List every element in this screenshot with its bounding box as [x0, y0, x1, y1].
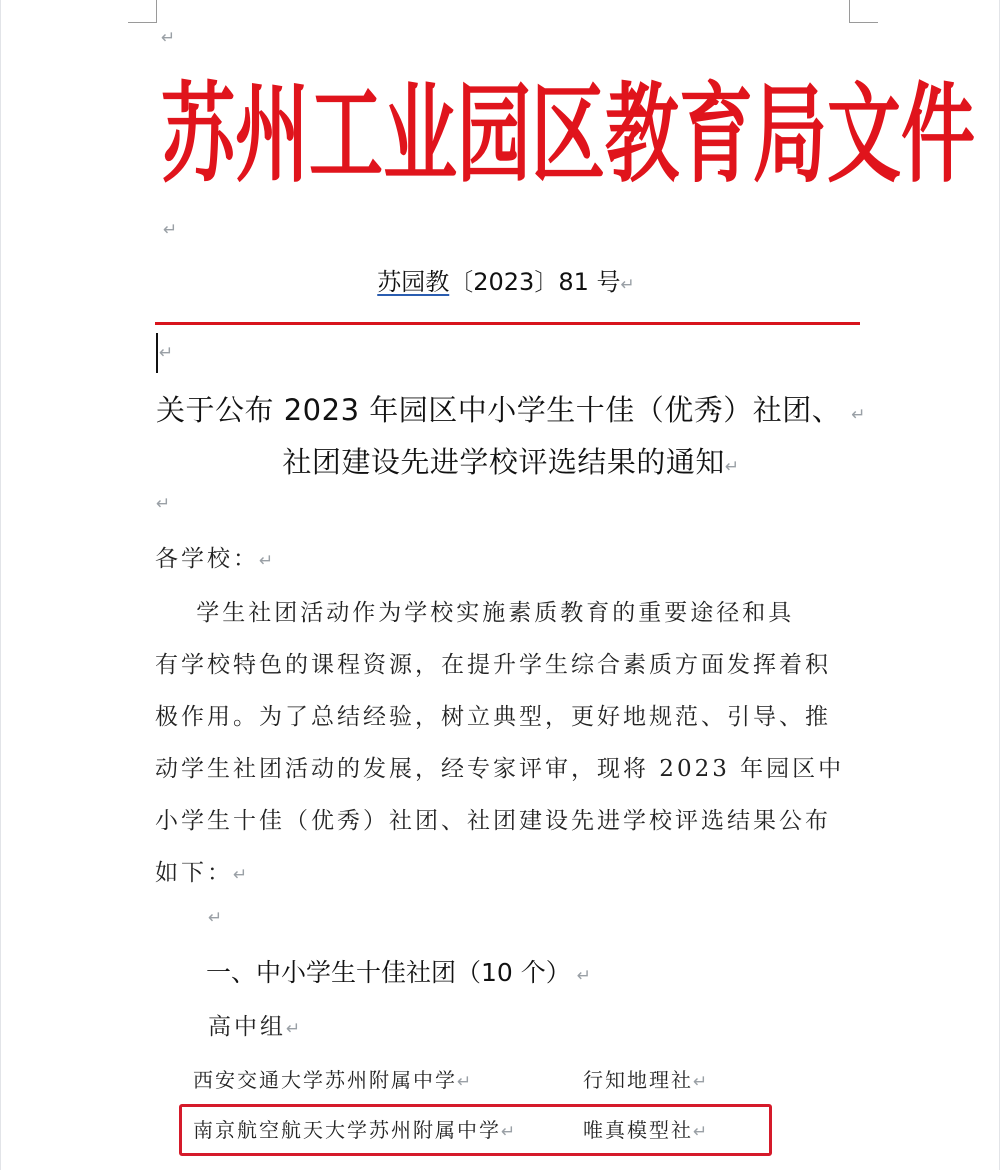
paragraph-mark: ↵ — [693, 1072, 710, 1092]
header-char: 文 — [827, 72, 901, 198]
school-name: 南京航空航天大学苏州附属中学↵ — [193, 1118, 518, 1142]
paragraph-mark: ↵ — [576, 966, 592, 986]
paragraph-mark: ↵ — [851, 405, 866, 425]
paragraph-mark: ↵ — [501, 1122, 518, 1142]
header-char: 工 — [309, 72, 383, 198]
document-number — [1, 262, 1000, 297]
paragraph-mark: ↵ — [724, 457, 740, 477]
header-char: 件 — [901, 72, 975, 198]
table-row — [1, 1058, 1000, 1098]
header-char: 业 — [383, 72, 457, 198]
paragraph-mark: ↵ — [286, 1019, 304, 1039]
paragraph-mark: ↵ — [693, 1122, 710, 1142]
body-paragraph-line: 小学生十佳（优秀）社团、社团建设先进学校评选结果公布 — [155, 808, 831, 834]
club-name: 行知地理社↵ — [583, 1068, 710, 1092]
issuer-header — [161, 70, 975, 200]
header-char: 州 — [235, 72, 309, 198]
body-paragraph-line: 有学校特色的课程资源，在提升学生综合素质方面发挥着积 — [155, 652, 831, 678]
paragraph-mark: ↵ — [259, 551, 277, 571]
school-name: 西安交通大学苏州附属中学↵ — [193, 1068, 474, 1092]
body-paragraph-line: 动学生社团活动的发展，经专家评审，现将 2023 年园区中 — [155, 756, 845, 782]
header-char: 局 — [753, 72, 827, 198]
text-cursor — [156, 333, 158, 373]
header-char: 教 — [605, 72, 679, 198]
paragraph-mark: ↵ — [233, 865, 251, 885]
paragraph-mark: ↵ — [163, 220, 178, 240]
doc-number-prefix: 苏园教 — [377, 268, 450, 296]
highlight-annotation-box — [179, 1104, 772, 1156]
paragraph-mark: ↵ — [161, 28, 176, 48]
header-char: 育 — [679, 72, 753, 198]
crop-mark-top-left — [128, 0, 157, 23]
paragraph-mark: ↵ — [156, 494, 171, 514]
header-char: 园 — [457, 72, 531, 198]
red-separator-rule — [155, 322, 860, 325]
header-char: 苏 — [161, 72, 235, 198]
notice-title-line-2: 社团建设先进学校评选结果的通知↵ — [282, 445, 740, 479]
salutation: 各学校：↵ — [155, 546, 277, 572]
paragraph-mark: ↵ — [159, 343, 174, 363]
club-name: 唯真模型社↵ — [583, 1118, 710, 1142]
body-paragraph-line-last: 如下：↵ — [155, 860, 251, 886]
crop-mark-top-right — [849, 0, 878, 23]
doc-number-rest: 〔2023〕81 号 — [449, 268, 621, 296]
body-paragraph-line: 学生社团活动作为学校实施素质教育的重要途径和具 — [155, 600, 795, 626]
body-paragraph-line: 极作用。为了总结经验，树立典型，更好地规范、引导、推 — [155, 704, 831, 730]
paragraph-mark: ↵ — [208, 908, 223, 928]
paragraph-mark: ↵ — [620, 275, 635, 295]
group-label: 高中组↵ — [208, 1014, 304, 1040]
header-char: 区 — [531, 72, 605, 198]
notice-title-line-1: 关于公布 2023 年园区中小学生十佳（优秀）社团、 ↵ — [156, 393, 866, 427]
section-heading: 一、中小学生十佳社团（10 个） ↵ — [206, 958, 592, 987]
paragraph-mark: ↵ — [457, 1072, 474, 1092]
